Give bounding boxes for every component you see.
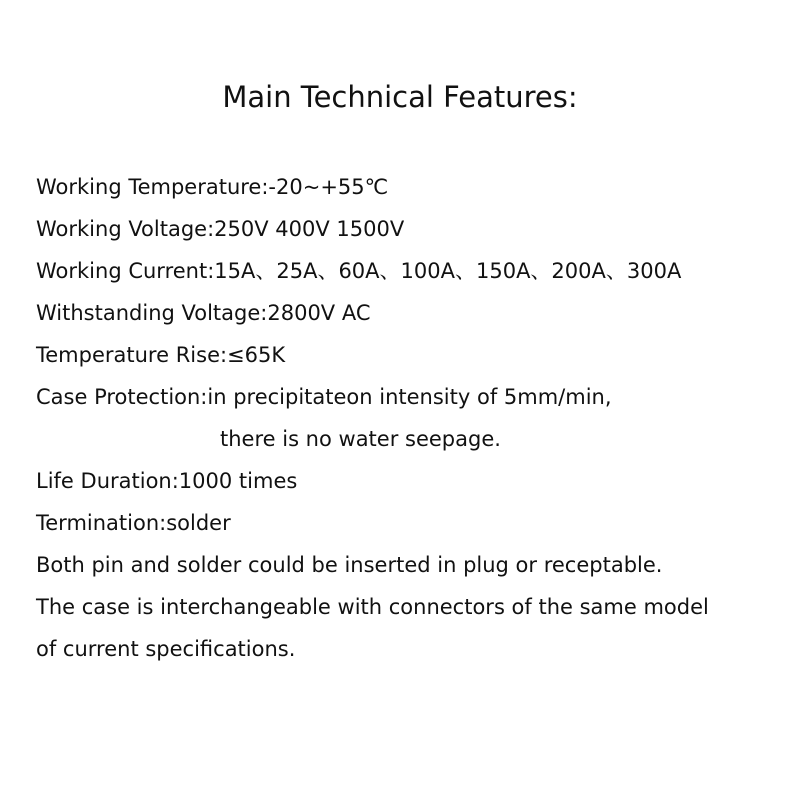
feature-withstanding-voltage: Withstanding Voltage:2800V AC bbox=[36, 301, 371, 325]
page-title: Main Technical Features: bbox=[222, 80, 578, 114]
feature-temperature-rise: Temperature Rise:≤65K bbox=[36, 343, 286, 367]
features-list bbox=[36, 166, 786, 670]
feature-working-current: Working Current:15A、25A、60A、100A、150A、200A、300A bbox=[36, 259, 682, 283]
feature-insertion-note: Both pin and solder could be inserted in plug or receptable. bbox=[36, 553, 663, 577]
feature-case-protection: Case Protection:in precipitateon intensity of 5mm/min, bbox=[36, 385, 612, 409]
feature-case-protection-continued: there is no water seepage. bbox=[220, 427, 501, 451]
feature-life-duration: Life Duration:1000 times bbox=[36, 469, 298, 493]
feature-interchangeability-note-continued: of current specifications. bbox=[36, 637, 296, 661]
feature-interchangeability-note: The case is interchangeable with connectors of the same model bbox=[36, 595, 709, 619]
feature-termination: Termination:solder bbox=[36, 511, 231, 535]
feature-working-temperature: Working Temperature:-20~+55℃ bbox=[36, 175, 389, 199]
feature-working-voltage: Working Voltage:250V 400V 1500V bbox=[36, 217, 405, 241]
